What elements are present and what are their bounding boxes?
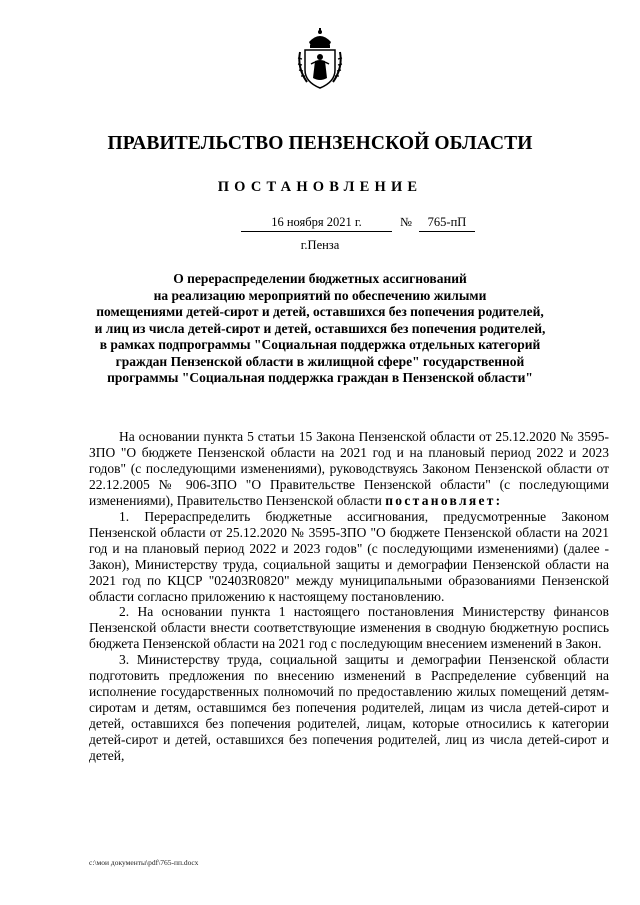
subject-line: и лиц из числа детей-сирот и детей, оставшихся без попечения родителей,	[94, 320, 546, 336]
date-number-row	[0, 215, 640, 235]
document-date: 16 ноября 2021 г.	[241, 215, 392, 232]
city: г.Пенза	[300, 238, 340, 252]
document-type: ПОСТАНОВЛЕНИЕ	[217, 179, 423, 195]
item-2-paragraph: 2. На основании пункта 1 настоящего постановления Министерству финансов Пензенской области внести соответствующие изменения в сводную бюджетную роспись бюджета Пензенской области на 2021 год с последующим внесением изменений в Закон.	[89, 604, 609, 652]
preamble-text: На основании пункта 5 статьи 15 Закона Пензенской области от 25.12.2020 № 3595-ЗПО "О бюджете Пензенской области на 2021 год и на плановый период 2022 и 2023 годов" (с последующими изменениями), руководствуясь Законом Пензенской области от 22.12.2005 № 906-ЗПО "О Правительстве Пензенской области" (с последующими изменениями), Правительство Пензенской области	[89, 429, 609, 508]
subject-line: программы "Социальная поддержка граждан в Пензенской области"	[107, 370, 533, 385]
subject-line: в рамках подпрограммы "Социальная поддержка отдельных категорий	[99, 337, 541, 352]
subject-line: помещениями детей-сирот и детей, оставшихся без попечения родителей,	[96, 304, 544, 319]
item-1-paragraph: 1. Перераспределить бюджетные ассигнования, предусмотренные Законом Пензенской области от 25.12.2020 № 3595-ЗПО "О бюджете Пензенской области на 2021 год и на плановый период 2022 и 2023 годов" (с последующими изменениями) (далее - Закон), Министерству труда, социальной защиты и демографии Пензенской области на 2021 год по КЦСР "02403R0820" между муниципальными образованиями Пензенской области согласно приложению к настоящему постановлению.	[89, 508, 609, 604]
document-subject	[70, 271, 570, 387]
government-title: ПРАВИТЕЛЬСТВО ПЕНЗЕНСКОЙ ОБЛАСТИ	[107, 133, 533, 154]
document-body	[89, 429, 609, 764]
subject-line: на реализацию мероприятий по обеспечению жилыми	[153, 287, 487, 303]
penza-coat-of-arms-icon	[295, 28, 345, 90]
subject-line: граждан Пензенской области в жилищной сфере" государственной	[115, 353, 525, 369]
resolves-word: постановляет:	[385, 492, 503, 508]
document-number: 765-пП	[419, 215, 475, 232]
preamble-paragraph	[89, 429, 609, 509]
item-3-paragraph: 3. Министерству труда, социальной защиты и демографии Пензенской области подготовить предложения по внесению изменений в Распределение субвенций на исполнение государственных полномочий по предоставлению жилых помещений детям-сиротам и детям, оставшимся без попечения родителей, лицам из числа детей-сирот и детей, оставшихся без попечения родителей, лицам, которые относились к категории детей-сирот и детей, оставшихся без попечения родителей, лиц из числа детей-сирот и детей,	[89, 652, 609, 764]
number-sign: №	[400, 215, 412, 229]
subject-line: О перераспределении бюджетных ассигнований	[173, 271, 467, 286]
file-path-footer: c:\мои документы\pdf\765-пп.docx	[89, 858, 199, 867]
